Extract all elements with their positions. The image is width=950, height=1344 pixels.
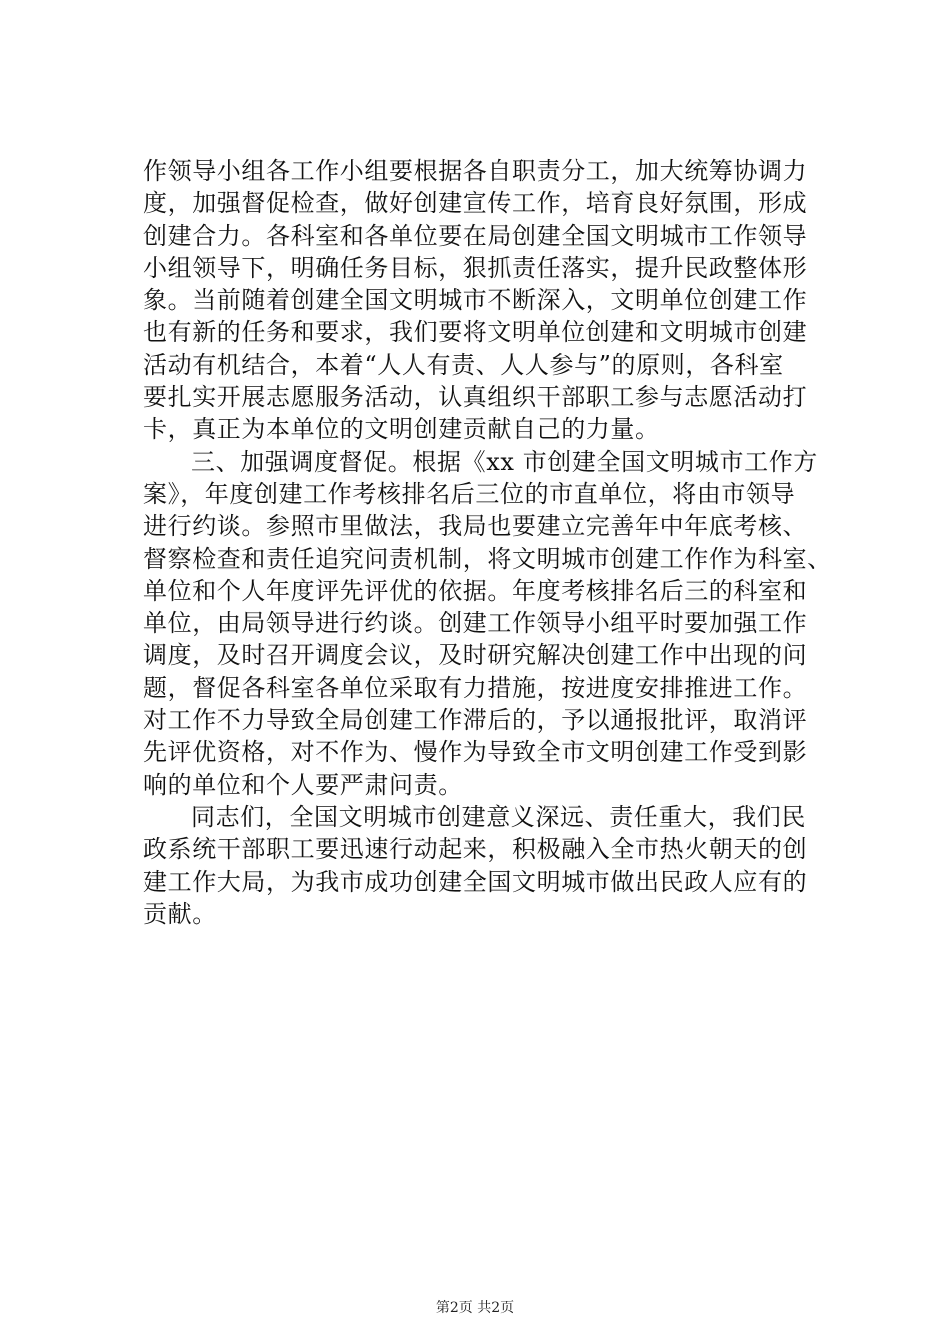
text-line: 要扎实开展志愿服务活动，认真组织干部职工参与志愿活动打 — [143, 383, 808, 412]
text-line: 进行约谈。参照市里做法，我局也要建立完善年中年底考核、 — [143, 512, 808, 541]
text-line: 度，加强督促检查，做好创建宣传工作，培育良好氛围，形成 — [143, 189, 808, 218]
text-line: 响的单位和个人要严肃问责。 — [143, 770, 463, 799]
document-body — [143, 155, 833, 930]
text-line: 创建合力。各科室和各单位要在局创建全国文明城市工作领导 — [143, 221, 808, 250]
text-line: 建工作大局，为我市成功创建全国文明城市做出民政人应有的 — [143, 867, 808, 896]
text-line: 贡献。 — [143, 899, 217, 928]
text-line: 督察检查和责任追究问责机制，将文明城市创建工作作为科室、 — [143, 544, 832, 573]
text-line: 调度，及时召开调度会议，及时研究解决创建工作中出现的问 — [143, 641, 808, 670]
text-line: 卡，真正为本单位的文明创建贡献自己的力量。 — [143, 415, 660, 444]
text-line: 也有新的任务和要求，我们要将文明单位创建和文明城市创建 — [143, 318, 808, 347]
text-line: 政系统干部职工要迅速行动起来，积极融入全市热火朝天的创 — [143, 835, 808, 864]
text-line: 象。当前随着创建全国文明城市不断深入，文明单位创建工作 — [143, 286, 808, 315]
text-line: 题，督促各科室各单位采取有力措施，按进度安排推进工作。 — [143, 673, 808, 702]
text-line: 单位和个人年度评先评优的依据。年度考核排名后三的科室和 — [143, 576, 808, 605]
text-line: 小组领导下，明确任务目标，狠抓责任落实，提升民政整体形 — [143, 253, 808, 282]
page-footer: 第2页 共2页 — [435, 1300, 515, 1316]
text-line: 同志们，全国文明城市创建意义深远、责任重大，我们民 — [191, 802, 806, 831]
text-line: 对工作不力导致全局创建工作滞后的，予以通报批评，取消评 — [143, 706, 808, 735]
text-line: 三、加强调度督促。根据《xx 市创建全国文明城市工作方 — [191, 447, 818, 476]
text-line: 作领导小组各工作小组要根据各自职责分工，加大统筹协调力 — [143, 157, 808, 185]
text-line: 先评优资格，对不作为、慢作为导致全市文明创建工作受到影 — [143, 738, 808, 767]
text-line: 案》，年度创建工作考核排名后三位的市直单位，将由市领导 — [143, 479, 796, 508]
text-line: 单位，由局领导进行约谈。创建工作领导小组平时要加强工作 — [143, 609, 808, 638]
text-line: 活动有机结合，本着“人人有责、人人参与”的原则，各科室 — [143, 350, 784, 379]
